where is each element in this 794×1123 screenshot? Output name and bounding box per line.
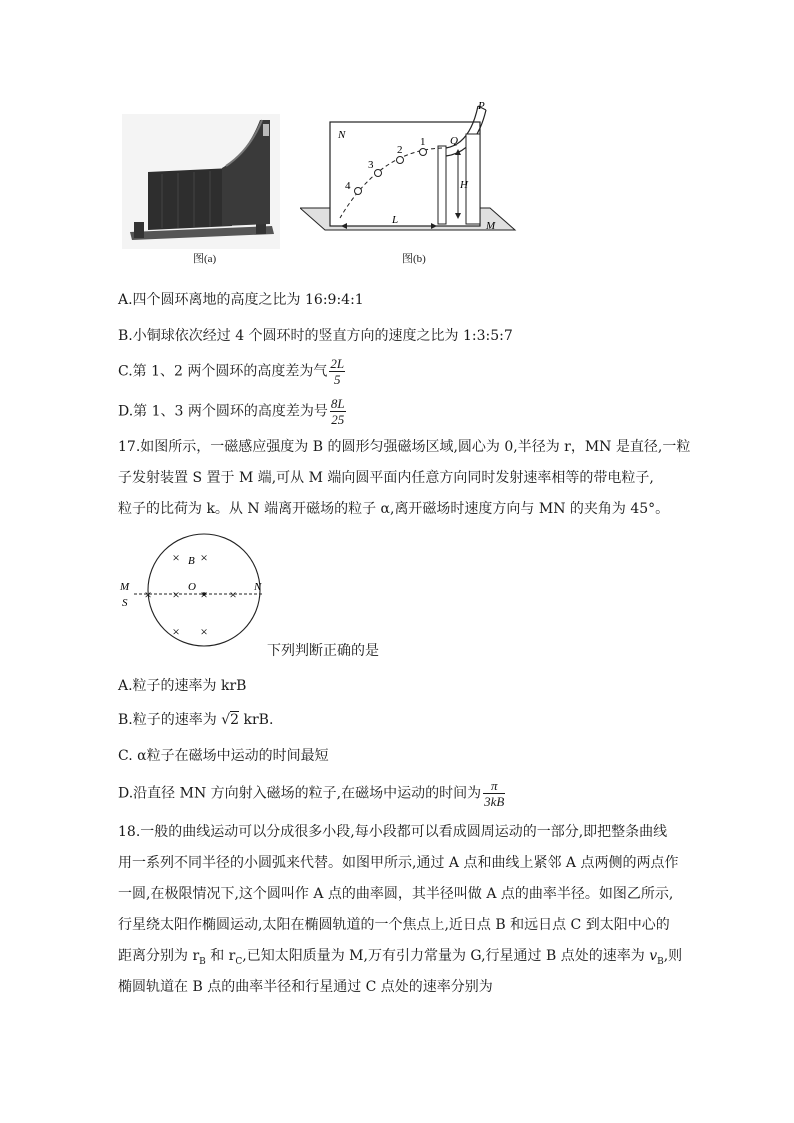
label-B: B bbox=[188, 555, 195, 567]
q17-option-a: A.粒子的速率为 krB bbox=[118, 678, 247, 694]
label-N: N bbox=[254, 581, 262, 593]
label-M: M bbox=[486, 220, 496, 232]
ring-label-3: 3 bbox=[368, 159, 374, 171]
q18-line-3: 一圆,在极限情况下,这个圆叫作 A 点的曲率圆，其半径叫做 A 点的曲率半径。如图乙所示, bbox=[118, 886, 674, 902]
q17-option-d-text: D.沿直径 MN 方向射入磁场的粒子,在磁场中运动的时间为 bbox=[118, 785, 482, 802]
sqrt-symbol: √2 bbox=[221, 712, 240, 728]
q18-line-4: 行星绕太阳作椭圆运动,太阳在椭圆轨道的一个焦点上,近日点 B 和远日点 C 到太阳中心的 bbox=[118, 917, 670, 933]
figure-b-caption: 图(b) bbox=[402, 253, 426, 265]
q17-figure-magnetic-field bbox=[116, 532, 276, 650]
figure-b-diagram bbox=[300, 100, 520, 250]
figure-a-caption: 图(a) bbox=[193, 253, 217, 265]
svg-text:×: × bbox=[200, 550, 208, 565]
label-H: H bbox=[460, 179, 468, 191]
svg-text:×: × bbox=[229, 587, 237, 602]
q17-option-c: C. α粒子在磁场中运动的时间最短 bbox=[118, 748, 329, 764]
ring-label-4: 4 bbox=[345, 180, 351, 192]
label-Q: Q bbox=[450, 135, 458, 147]
svg-text:×: × bbox=[172, 587, 180, 602]
svg-text:×: × bbox=[200, 587, 208, 602]
q16-option-d-fraction: $\frac{8L}{25}$ bbox=[330, 396, 345, 427]
svg-text:×: × bbox=[200, 624, 208, 639]
q17-line-3: 粒子的比荷为 k。从 N 端离开磁场的粒子 α,离开磁场时速度方向与 MN 的夹角为 45°。 bbox=[118, 501, 670, 517]
q17-line-1: 17.如图所示，一磁感应强度为 B 的圆形匀强磁场区域,圆心为 0,半径为 r，MN 是直径,一粒 bbox=[118, 439, 691, 455]
q17-line-2: 子发射装置 S 置于 M 端,可从 M 端向圆平面内任意方向同时发射速率相等的带电粒子, bbox=[118, 470, 654, 486]
q17-judge-prompt: 下列判断正确的是 bbox=[267, 642, 379, 658]
q16-option-b: B.小铜球依次经过 4 个圆环时的竖直方向的速度之比为 1:3:5:7 bbox=[118, 328, 513, 344]
q16-option-d-text: D.第 1、3 两个圆环的高度差为号 bbox=[118, 403, 328, 420]
q16-option-c-fraction: $\frac{2L}{5}$ bbox=[330, 356, 345, 387]
ring-label-1: 1 bbox=[420, 136, 426, 148]
q18-line-5: 距离分别为 $r_B$ 和 $r_C$,已知太阳质量为 M,万有引力常量为 G,行星通过 B 点处的速率为 $v_B$,则 bbox=[118, 948, 683, 967]
q17-option-d bbox=[118, 778, 505, 809]
svg-text:×: × bbox=[172, 550, 180, 565]
label-S: S bbox=[122, 597, 128, 609]
q16-option-a: A.四个圆环离地的高度之比为 16:9:4:1 bbox=[118, 292, 364, 308]
svg-text:×: × bbox=[144, 587, 152, 602]
q16-option-c bbox=[118, 356, 345, 387]
ring-label-2: 2 bbox=[397, 144, 403, 156]
svg-text:×: × bbox=[172, 624, 180, 639]
figure-a-photo bbox=[122, 114, 280, 249]
q18-line-1: 18.一般的曲线运动可以分成很多小段,每小段都可以看成圆周运动的一部分,即把整条曲线 bbox=[118, 824, 668, 840]
q18-line-2: 用一系列不同半径的小圆弧来代替。如图甲所示,通过 A 点和曲线上紧邻 A 点两侧的两点作 bbox=[118, 855, 679, 871]
label-P: P bbox=[478, 100, 485, 112]
label-L: L bbox=[392, 214, 399, 226]
q17-option-d-fraction: $\frac{\pi}{3kB}$ bbox=[484, 778, 505, 809]
q16-option-d bbox=[118, 396, 346, 427]
q16-option-c-text: C.第 1、2 两个圆环的高度差为气 bbox=[118, 363, 328, 380]
label-O: O bbox=[188, 581, 196, 593]
label-M: M bbox=[120, 581, 130, 593]
q18-line-6: 椭圆轨道在 B 点的曲率半径和行星通过 C 点处的速率分别为 bbox=[118, 979, 493, 995]
q17-option-b: B.粒子的速率为 √2 krB. bbox=[118, 712, 274, 728]
label-N: N bbox=[338, 129, 346, 141]
